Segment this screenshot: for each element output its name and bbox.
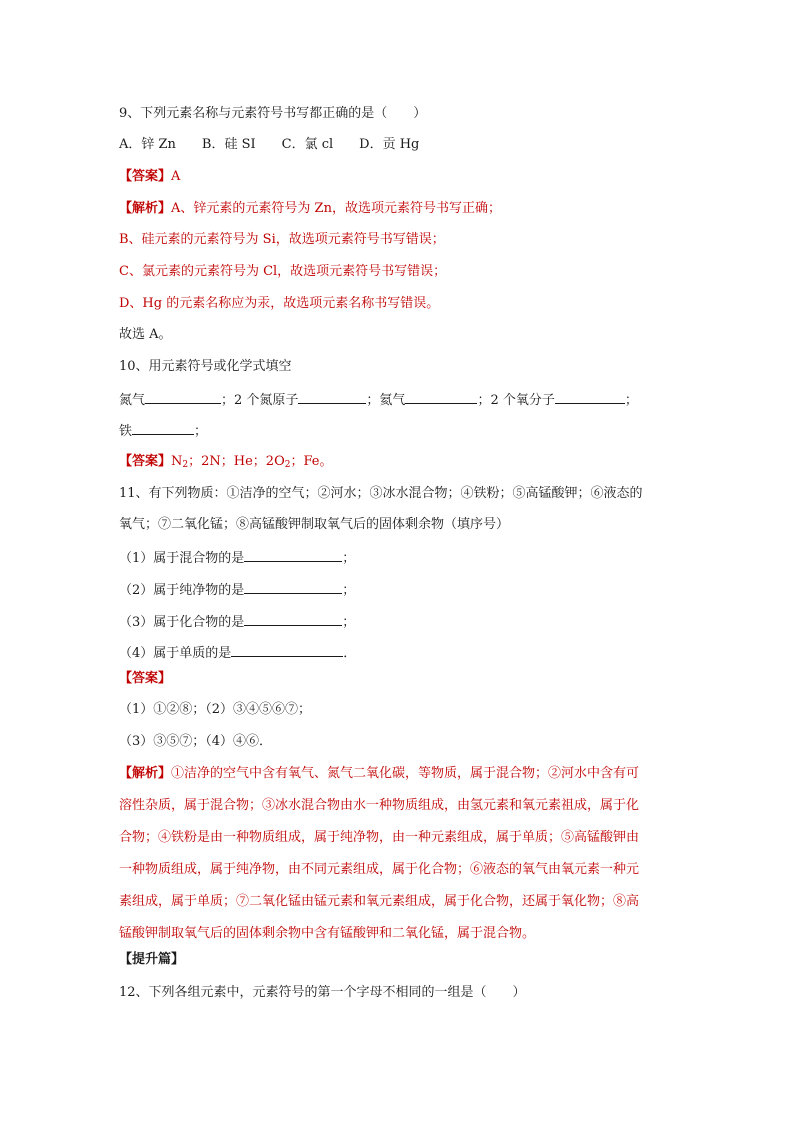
subscript: 2 [284, 460, 291, 470]
q9-analysis-line-3: C、氯元素的元素符号为 Cl，故选项元素符号书写错误； [119, 264, 447, 279]
q11-sub-question-2 [119, 579, 355, 601]
fill-blank[interactable] [298, 389, 366, 404]
sub-question-end: ． [343, 646, 357, 661]
fill-label: ； [194, 424, 208, 439]
q11-question-line-2: 氧气；⑦二氧化锰；⑧高锰酸钾制取氧气后的固体剩余物（填序号） [119, 517, 510, 532]
answer-tag: 【答案】 [119, 454, 172, 469]
q11-sub-question-4 [119, 642, 356, 664]
analysis-text: A、锌元素的元素符号为 Zn，故选项元素符号书写正确； [171, 201, 501, 216]
formula-n: N [171, 454, 183, 469]
q11-answer-line-2: （3）③⑤⑦；（4）④⑥． [119, 734, 273, 749]
fill-label: 氮气 [119, 393, 146, 408]
q10-question: 10、用元素符号或化学式填空 [119, 359, 292, 374]
fill-blank[interactable] [555, 389, 625, 404]
q11-analysis-line-1 [119, 764, 639, 784]
fill-blank[interactable] [231, 642, 343, 657]
fill-blank[interactable] [244, 579, 342, 594]
answer-text [171, 454, 332, 469]
sub-question-end: ； [342, 551, 356, 566]
q10-answer [119, 452, 332, 475]
q11-question-line-1: 11、有下列物质：①洁净的空气；②河水；③冰水混合物；④铁粉；⑤高锰酸钾；⑥液态的 [119, 486, 643, 501]
q11-analysis-line-4: 一种物质组成，属于纯净物，由不同元素组成，属于化合物；⑥液态的氧气由氧元素一种元 [119, 862, 640, 877]
q11-analysis-line-3: 合物；④铁粉是由一种物质组成，属于纯净物，由一种元素组成，属于单质；⑤高锰酸钾由 [119, 830, 640, 845]
fill-blank[interactable] [405, 389, 477, 404]
q9-options: A．锌 Zn B．硅 SI C．氯 cl D．贡 Hg [119, 137, 420, 152]
q9-analysis-line-4: D、Hg 的元素名称应为汞，故选项元素名称书写错误。 [119, 296, 440, 311]
sub-question-end: ； [342, 615, 356, 630]
q11-analysis-line-6: 锰酸钾制取氧气后的固体剩余物中含有锰酸钾和二氧化锰，属于混合物。 [119, 926, 536, 941]
q11-answer-line-1: （1）①②⑧；（2）③④⑤⑥⑦； [119, 702, 312, 717]
fill-label: ； [624, 393, 638, 408]
fill-label: ；氦气 [366, 393, 406, 408]
fill-blank[interactable] [244, 547, 342, 562]
fill-label: 铁 [119, 424, 133, 439]
q10-fill-line-2 [119, 420, 207, 442]
fill-blank[interactable] [244, 611, 342, 626]
q11-sub-question-1 [119, 547, 355, 569]
q11-analysis-line-2: 溶性杂质，属于混合物；③冰水混合物由水一种物质组成，由氢元素和氧元素祖成，属于化 [119, 798, 640, 813]
q10-fill-line-1 [119, 389, 638, 411]
answer-tag: 【答案】 [119, 671, 172, 686]
sub-question-end: ； [342, 583, 356, 598]
sub-question-label: （3）属于化合物的是 [119, 615, 245, 630]
answer-tag: 【答案】 [119, 169, 172, 184]
q11-answer-tag [119, 669, 171, 689]
q12-question: 12、下列各组元素中，元素符号的第一个字母不相同的一组是（ ） [119, 985, 526, 1000]
fill-label: ；2 个氧分子 [477, 393, 555, 408]
formula-end: ；Fe。 [290, 454, 333, 469]
sub-question-label: （2）属于纯净物的是 [119, 583, 245, 598]
fill-label: ；2 个氮原子 [221, 393, 299, 408]
q9-conclusion: 故选 A。 [119, 327, 172, 342]
subscript: 2 [182, 460, 189, 470]
analysis-tag: 【解析】 [119, 766, 172, 781]
sub-question-label: （4）属于单质的是 [119, 646, 232, 661]
formula-text: ；2N；He；2O [188, 454, 285, 469]
analysis-text: ①洁净的空气中含有氧气、氮气二氧化碳，等物质，属于混合物；②河水中含有可 [171, 766, 640, 781]
q9-answer [119, 167, 180, 187]
analysis-tag: 【解析】 [119, 201, 172, 216]
q9-question: 9、下列元素名称与元素符号书写都正确的是（ ） [119, 106, 427, 121]
fill-blank[interactable] [132, 420, 194, 435]
q11-analysis-line-5: 素组成，属于单质；⑦二氧化锰由锰元素和氧元素组成，属于化合物，还属于氧化物；⑧高 [119, 894, 640, 909]
section-heading: 【提升篇】 [119, 952, 185, 967]
q11-sub-question-3 [119, 611, 355, 633]
sub-question-label: （1）属于混合物的是 [119, 551, 245, 566]
answer-value: A [171, 169, 181, 184]
q9-analysis-line-1 [119, 199, 501, 219]
fill-blank[interactable] [145, 389, 221, 404]
q9-analysis-line-2: B、硅元素的元素符号为 Si，故选项元素符号书写错误； [119, 232, 445, 247]
